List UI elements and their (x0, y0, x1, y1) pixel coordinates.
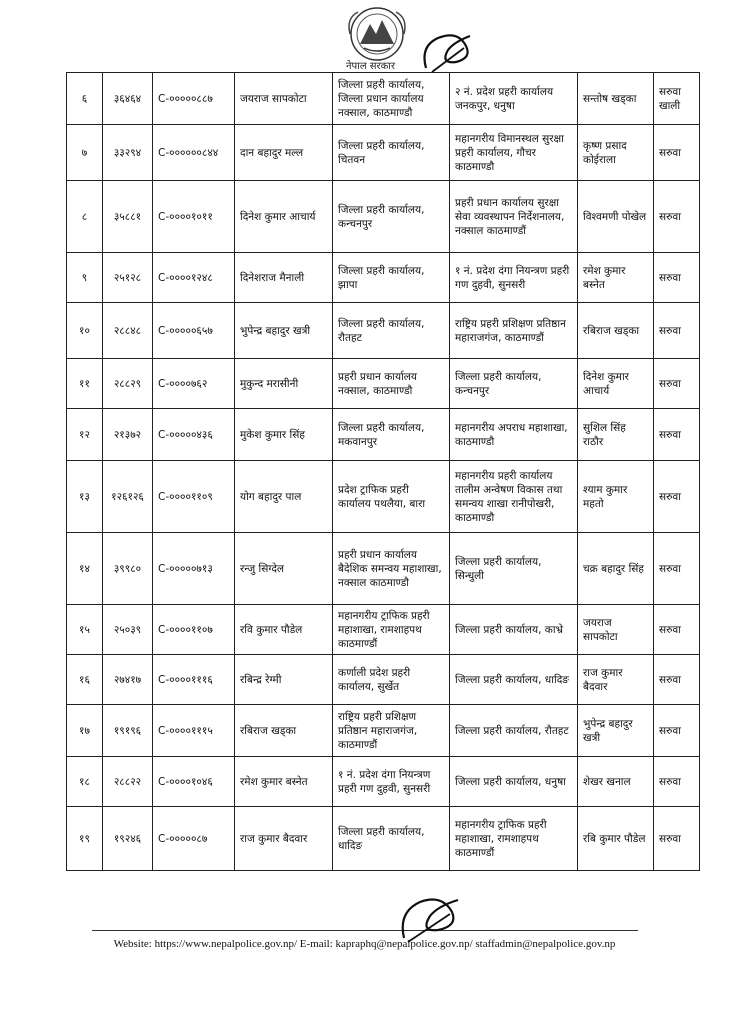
current-office-cell: जिल्ला प्रहरी कार्यालय, चितवन (333, 125, 450, 181)
code-cell: C-००००१०११ (153, 181, 235, 253)
current-office-cell: जिल्ला प्रहरी कार्यालय, झापा (333, 253, 450, 303)
current-office-cell: जिल्ला प्रहरी कार्यालय, मकवानपुर (333, 409, 450, 461)
name-cell: दान बहादुर मल्ल (235, 125, 333, 181)
footer-contact: Website: https://www.nepalpolice.gov.np/ E-mail: kapraphq@nepalpolice.gov.np/ staffadmin@nepalpolice.gov.np (113, 938, 616, 950)
remark-cell: सरुवा (654, 533, 700, 605)
replacement-cell: श्याम कुमार महतो (578, 461, 654, 533)
table-row (67, 605, 700, 655)
name-cell: दिनेश कुमार आचार्य (235, 181, 333, 253)
transfer-office-cell: जिल्ला प्रहरी कार्यालय, रौतहट (450, 705, 578, 757)
footer-rule (92, 930, 638, 931)
current-office-cell: प्रहरी प्रधान कार्यालय बैदेशिक समन्वय महाशाखा, नक्साल काठमाण्डौ (333, 533, 450, 605)
table-row (67, 757, 700, 807)
serial-number-cell: १० (67, 303, 103, 359)
remark-cell: सरुवा (654, 181, 700, 253)
code-cell: C-००००११०७ (153, 605, 235, 655)
current-office-cell: १ नं. प्रदेश दंगा नियन्त्रण प्रहरी गण दुहवी, सुनसरी (333, 757, 450, 807)
code-cell: C-०००००४३६ (153, 409, 235, 461)
name-cell: रबिराज खड्का (235, 705, 333, 757)
current-office-cell: जिल्ला प्रहरी कार्यालय, रौतहट (333, 303, 450, 359)
current-office-cell: जिल्ला प्रहरी कार्यालय, जिल्ला प्रधान कार्यालय नक्साल, काठमाण्डौ (333, 73, 450, 125)
name-cell: योग बहादुर पाल (235, 461, 333, 533)
serial-number-cell: १५ (67, 605, 103, 655)
employee-id-cell: २१३७२ (103, 409, 153, 461)
table-row (67, 181, 700, 253)
replacement-cell: विश्वमणी पोखेल (578, 181, 654, 253)
replacement-cell: रबिराज खड्का (578, 303, 654, 359)
remark-cell: सरुवा (654, 461, 700, 533)
code-cell: C-००००११०९ (153, 461, 235, 533)
employee-id-cell: २५१२८ (103, 253, 153, 303)
remark-cell: सरुवा (654, 757, 700, 807)
code-cell: C-००००१०४६ (153, 757, 235, 807)
transfer-office-cell: महानगरीय प्रहरी कार्यालय तालीम अन्वेषण विकास तथा समन्वय शाखा रानीपोखरी, काठमाण्डौ (450, 461, 578, 533)
employee-id-cell: ३३२९४ (103, 125, 153, 181)
name-cell: भुपेन्द्र बहादुर खत्री (235, 303, 333, 359)
serial-number-cell: १६ (67, 655, 103, 705)
remark-cell: सरुवा (654, 605, 700, 655)
code-cell: C-०००००८८७ (153, 73, 235, 125)
current-office-cell: प्रहरी प्रधान कार्यालय नक्साल, काठमाण्डौ (333, 359, 450, 409)
remark-cell: सरुवा (654, 409, 700, 461)
table-row (67, 303, 700, 359)
replacement-cell: भुपेन्द्र बहादुर खत्री (578, 705, 654, 757)
current-office-cell: जिल्ला प्रहरी कार्यालय, कन्चनपुर (333, 181, 450, 253)
employee-id-cell: ३९९८० (103, 533, 153, 605)
table-row (67, 533, 700, 605)
code-cell: C-००००००८४४ (153, 125, 235, 181)
replacement-cell: सन्तोष खड्का (578, 73, 654, 125)
table-row (67, 125, 700, 181)
employee-id-cell: ३५८८१ (103, 181, 153, 253)
employee-id-cell: २७४१७ (103, 655, 153, 705)
name-cell: दिनेशराज मैनाली (235, 253, 333, 303)
current-office-cell: महानगरीय ट्राफिक प्रहरी महाशाखा, रामशाहपथ काठमाण्डौं (333, 605, 450, 655)
table-row (67, 253, 700, 303)
code-cell: C-०००००७१३ (153, 533, 235, 605)
serial-number-cell: १८ (67, 757, 103, 807)
transfer-office-cell: २ नं. प्रदेश प्रहरी कार्यालय जनकपुर, धनुषा (450, 73, 578, 125)
transfer-office-cell: जिल्ला प्रहरी कार्यालय, काभ्रे (450, 605, 578, 655)
remark-cell: सरुवा खाली (654, 73, 700, 125)
serial-number-cell: १४ (67, 533, 103, 605)
employee-id-cell: २८८२२ (103, 757, 153, 807)
transfer-office-cell: महानगरीय विमानस्थल सुरक्षा प्रहरी कार्यालय, गौचर काठमाण्डौ (450, 125, 578, 181)
remark-cell: सरुवा (654, 303, 700, 359)
serial-number-cell: १३ (67, 461, 103, 533)
serial-number-cell: ६ (67, 73, 103, 125)
transfer-office-cell: १ नं. प्रदेश दंगा नियन्त्रण प्रहरी गण दुहवी, सुनसरी (450, 253, 578, 303)
name-cell: मुकुन्द मरासीनी (235, 359, 333, 409)
serial-number-cell: १२ (67, 409, 103, 461)
employee-id-cell: २५०३९ (103, 605, 153, 655)
table-row (67, 807, 700, 871)
name-cell: रन्जु सिग्देल (235, 533, 333, 605)
code-cell: C-०००००६५७ (153, 303, 235, 359)
serial-number-cell: १९ (67, 807, 103, 871)
table-row (67, 655, 700, 705)
emblem-caption: नेपाल सरकार (346, 61, 395, 72)
name-cell: रमेश कुमार बस्नेत (235, 757, 333, 807)
replacement-cell: शेखर खनाल (578, 757, 654, 807)
replacement-cell: चक्र बहादुर सिंह (578, 533, 654, 605)
name-cell: जयराज सापकोटा (235, 73, 333, 125)
transfer-office-cell: जिल्ला प्रहरी कार्यालय, सिन्धुली (450, 533, 578, 605)
remark-cell: सरुवा (654, 807, 700, 871)
table-row (67, 359, 700, 409)
table-row (67, 705, 700, 757)
transfer-table (66, 72, 700, 871)
table-row (67, 409, 700, 461)
current-office-cell: राष्ट्रिय प्रहरी प्रशिक्षण प्रतिष्ठान महाराजगंज, काठमाण्डौं (333, 705, 450, 757)
remark-cell: सरुवा (654, 655, 700, 705)
serial-number-cell: १७ (67, 705, 103, 757)
replacement-cell: दिनेश कुमार आचार्य (578, 359, 654, 409)
replacement-cell: राज कुमार बैदवार (578, 655, 654, 705)
name-cell: रबिन्द्र रेग्मी (235, 655, 333, 705)
code-cell: C-००००७६२ (153, 359, 235, 409)
code-cell: C-००००१२४८ (153, 253, 235, 303)
signature-top-icon (418, 28, 478, 78)
current-office-cell: जिल्ला प्रहरी कार्यालय, धादिङ (333, 807, 450, 871)
current-office-cell: कर्णाली प्रदेश प्रहरी कार्यालय, सुर्खेत (333, 655, 450, 705)
table-row (67, 461, 700, 533)
employee-id-cell: १२६१२६ (103, 461, 153, 533)
transfer-office-cell: जिल्ला प्रहरी कार्यालय, कन्चनपुर (450, 359, 578, 409)
replacement-cell: रबि कुमार पौडेल (578, 807, 654, 871)
transfer-office-cell: राष्ट्रिय प्रहरी प्रशिक्षण प्रतिष्ठान महाराजगंज, काठमाण्डौं (450, 303, 578, 359)
remark-cell: सरुवा (654, 253, 700, 303)
current-office-cell: प्रदेश ट्राफिक प्रहरी कार्यालय पथलैया, बारा (333, 461, 450, 533)
name-cell: राज कुमार बैदवार (235, 807, 333, 871)
replacement-cell: जयराज सापकोटा (578, 605, 654, 655)
transfer-office-cell: महानगरीय ट्राफिक प्रहरी महाशाखा, रामशाहपथ काठमाण्डौं (450, 807, 578, 871)
serial-number-cell: ७ (67, 125, 103, 181)
name-cell: मुकेश कुमार सिंह (235, 409, 333, 461)
name-cell: रवि कुमार पौडेल (235, 605, 333, 655)
transfer-office-cell: जिल्ला प्रहरी कार्यालय, धनुषा (450, 757, 578, 807)
serial-number-cell: ८ (67, 181, 103, 253)
table-row (67, 73, 700, 125)
remark-cell: सरुवा (654, 359, 700, 409)
transfer-office-cell: महानगरीय अपराध महाशाखा, काठमाण्डौ (450, 409, 578, 461)
remark-cell: सरुवा (654, 125, 700, 181)
code-cell: C-०००००८७ (153, 807, 235, 871)
remark-cell: सरुवा (654, 705, 700, 757)
code-cell: C-००००१११६ (153, 655, 235, 705)
code-cell: C-००००१११५ (153, 705, 235, 757)
employee-id-cell: १९२४६ (103, 807, 153, 871)
replacement-cell: सुशिल सिंह राठौर (578, 409, 654, 461)
transfer-office-cell: जिल्ला प्रहरी कार्यालय, धादिङ (450, 655, 578, 705)
employee-id-cell: २८८४८ (103, 303, 153, 359)
replacement-cell: कृष्ण प्रसाद कोईराला (578, 125, 654, 181)
employee-id-cell: ३६४६४ (103, 73, 153, 125)
employee-id-cell: १९१९६ (103, 705, 153, 757)
employee-id-cell: २८८२९ (103, 359, 153, 409)
replacement-cell: रमेश कुमार बस्नेत (578, 253, 654, 303)
serial-number-cell: ९ (67, 253, 103, 303)
serial-number-cell: ११ (67, 359, 103, 409)
transfer-office-cell: प्रहरी प्रधान कार्यालय सुरक्षा सेवा व्यवस्थापन निर्देशनालय, नक्साल काठमाण्डौं (450, 181, 578, 253)
